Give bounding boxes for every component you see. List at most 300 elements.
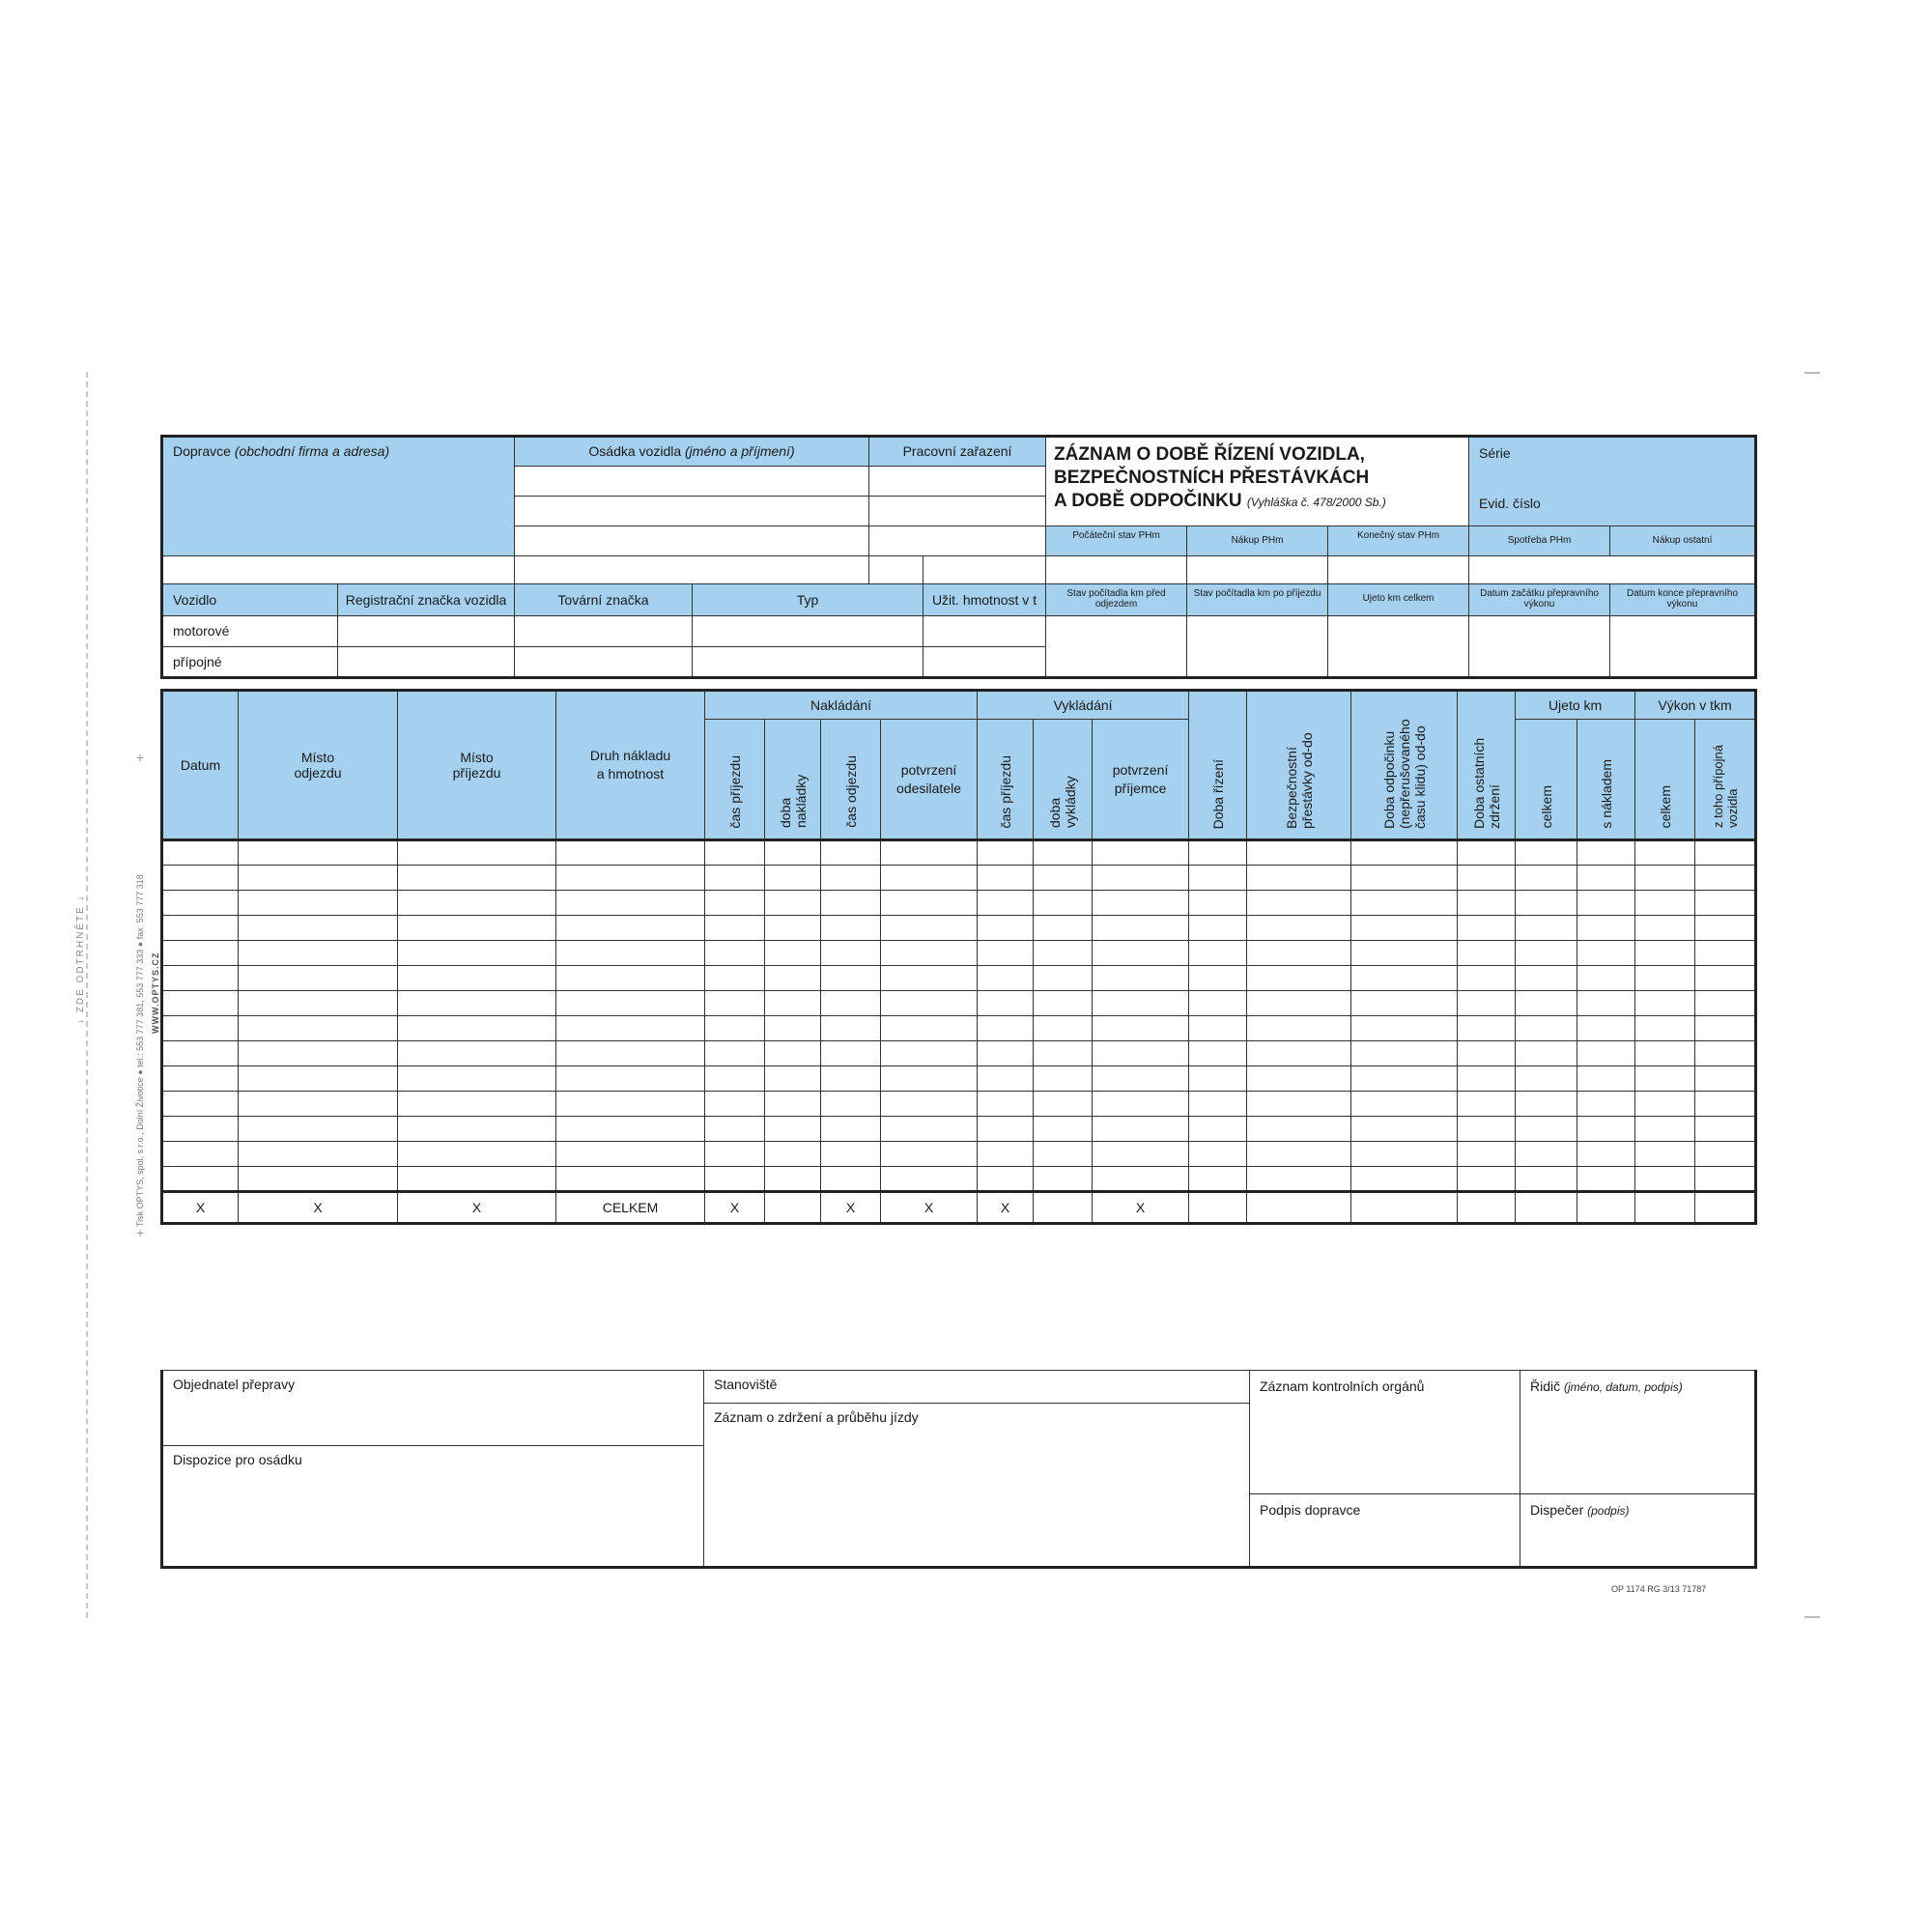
- table-cell[interactable]: [1351, 1142, 1458, 1167]
- table-cell[interactable]: [1247, 941, 1351, 966]
- table-cell[interactable]: [162, 1142, 239, 1167]
- table-cell[interactable]: [398, 941, 556, 966]
- table-cell[interactable]: [1034, 866, 1093, 891]
- vehicle-cell[interactable]: [923, 615, 1046, 646]
- dopravce-field[interactable]: [162, 437, 515, 556]
- table-cell[interactable]: [1458, 1167, 1516, 1192]
- table-cell[interactable]: [239, 1066, 398, 1092]
- table-cell[interactable]: [821, 1066, 881, 1092]
- total-cell[interactable]: [1516, 1192, 1577, 1224]
- table-cell[interactable]: [1577, 891, 1635, 916]
- table-cell[interactable]: [239, 1117, 398, 1142]
- table-cell[interactable]: [1695, 1167, 1756, 1192]
- table-cell[interactable]: [1577, 1117, 1635, 1142]
- vehicle-cell[interactable]: [923, 646, 1046, 677]
- table-cell[interactable]: [1458, 991, 1516, 1016]
- table-cell[interactable]: [398, 891, 556, 916]
- table-cell[interactable]: [821, 891, 881, 916]
- table-cell[interactable]: [1516, 1142, 1577, 1167]
- table-cell[interactable]: [1458, 966, 1516, 991]
- table-cell[interactable]: [1247, 1016, 1351, 1041]
- pracovni-row-3[interactable]: [869, 526, 1046, 555]
- table-cell[interactable]: [1189, 840, 1247, 866]
- osadka-row-2[interactable]: [515, 496, 869, 526]
- table-cell[interactable]: [1695, 966, 1756, 991]
- table-cell[interactable]: [1577, 866, 1635, 891]
- table-cell[interactable]: [1247, 840, 1351, 866]
- table-cell[interactable]: [705, 916, 765, 941]
- table-cell[interactable]: [765, 1167, 821, 1192]
- table-cell[interactable]: [821, 840, 881, 866]
- table-cell[interactable]: [1351, 1066, 1458, 1092]
- table-cell[interactable]: [821, 966, 881, 991]
- table-cell[interactable]: [821, 1117, 881, 1142]
- table-cell[interactable]: [1247, 1041, 1351, 1066]
- table-cell[interactable]: [765, 1092, 821, 1117]
- table-cell[interactable]: [239, 1142, 398, 1167]
- km-value-0[interactable]: [1046, 615, 1187, 677]
- table-cell[interactable]: [1189, 966, 1247, 991]
- table-cell[interactable]: [881, 891, 978, 916]
- table-cell[interactable]: [1577, 941, 1635, 966]
- table-cell[interactable]: [1516, 1117, 1577, 1142]
- table-cell[interactable]: [1247, 1117, 1351, 1142]
- total-cell[interactable]: [1458, 1192, 1516, 1224]
- osadka-row-4[interactable]: [162, 555, 515, 583]
- table-cell[interactable]: [556, 916, 705, 941]
- table-cell[interactable]: [1577, 1016, 1635, 1041]
- table-cell[interactable]: [1577, 1167, 1635, 1192]
- table-cell[interactable]: [556, 1167, 705, 1192]
- table-cell[interactable]: [705, 966, 765, 991]
- table-cell[interactable]: [765, 966, 821, 991]
- table-cell[interactable]: [1695, 891, 1756, 916]
- table-cell[interactable]: [556, 1066, 705, 1092]
- table-cell[interactable]: [1516, 866, 1577, 891]
- table-cell[interactable]: [1635, 1016, 1695, 1041]
- table-cell[interactable]: [978, 1117, 1034, 1142]
- osadka-row-3[interactable]: [515, 526, 869, 555]
- table-cell[interactable]: [765, 1016, 821, 1041]
- table-cell[interactable]: [1695, 1092, 1756, 1117]
- table-cell[interactable]: [1351, 1117, 1458, 1142]
- table-cell[interactable]: [705, 1167, 765, 1192]
- table-cell[interactable]: [705, 840, 765, 866]
- table-cell[interactable]: [705, 1142, 765, 1167]
- table-cell[interactable]: [1034, 891, 1093, 916]
- kontrolni-organy-field[interactable]: [1250, 1371, 1520, 1494]
- table-cell[interactable]: [1458, 1041, 1516, 1066]
- table-cell[interactable]: [1635, 891, 1695, 916]
- table-cell[interactable]: [239, 991, 398, 1016]
- table-cell[interactable]: [881, 1142, 978, 1167]
- table-cell[interactable]: [1189, 866, 1247, 891]
- table-cell[interactable]: [1695, 1041, 1756, 1066]
- table-cell[interactable]: [821, 1016, 881, 1041]
- table-cell[interactable]: [239, 866, 398, 891]
- table-cell[interactable]: [1093, 891, 1189, 916]
- table-cell[interactable]: [1695, 916, 1756, 941]
- table-cell[interactable]: [398, 966, 556, 991]
- table-cell[interactable]: [1695, 840, 1756, 866]
- table-cell[interactable]: [556, 840, 705, 866]
- table-cell[interactable]: [1635, 1167, 1695, 1192]
- pracovni-row-2[interactable]: [869, 496, 1046, 526]
- total-cell[interactable]: [1247, 1192, 1351, 1224]
- table-cell[interactable]: [1635, 840, 1695, 866]
- table-cell[interactable]: [705, 891, 765, 916]
- table-cell[interactable]: [1577, 1142, 1635, 1167]
- table-cell[interactable]: [1577, 1092, 1635, 1117]
- table-cell[interactable]: [765, 1066, 821, 1092]
- table-cell[interactable]: [765, 991, 821, 1016]
- table-cell[interactable]: [1351, 1041, 1458, 1066]
- table-cell[interactable]: [239, 966, 398, 991]
- table-cell[interactable]: [1034, 1167, 1093, 1192]
- table-cell[interactable]: [1247, 891, 1351, 916]
- table-cell[interactable]: [1189, 1142, 1247, 1167]
- table-cell[interactable]: [1516, 916, 1577, 941]
- table-cell[interactable]: [978, 866, 1034, 891]
- km-value-3[interactable]: [1469, 615, 1610, 677]
- total-cell[interactable]: [765, 1192, 821, 1224]
- table-cell[interactable]: [705, 866, 765, 891]
- table-cell[interactable]: [1093, 916, 1189, 941]
- table-cell[interactable]: [239, 1167, 398, 1192]
- table-cell[interactable]: [1351, 866, 1458, 891]
- table-cell[interactable]: [1093, 1041, 1189, 1066]
- podpis-dopravce-field[interactable]: [1250, 1494, 1520, 1568]
- table-cell[interactable]: [1458, 840, 1516, 866]
- km-value-1[interactable]: [1187, 615, 1328, 677]
- table-cell[interactable]: [765, 891, 821, 916]
- table-cell[interactable]: [1577, 1066, 1635, 1092]
- table-cell[interactable]: [821, 916, 881, 941]
- table-cell[interactable]: [978, 1092, 1034, 1117]
- pracovni-row-1[interactable]: [869, 466, 1046, 496]
- table-cell[interactable]: [881, 1016, 978, 1041]
- table-cell[interactable]: [881, 1066, 978, 1092]
- table-cell[interactable]: [162, 1092, 239, 1117]
- table-cell[interactable]: [398, 916, 556, 941]
- table-cell[interactable]: [1034, 991, 1093, 1016]
- table-cell[interactable]: [1695, 941, 1756, 966]
- table-cell[interactable]: [1093, 1142, 1189, 1167]
- table-cell[interactable]: [1458, 1142, 1516, 1167]
- total-cell[interactable]: [1351, 1192, 1458, 1224]
- table-cell[interactable]: [239, 1092, 398, 1117]
- table-cell[interactable]: [1247, 1092, 1351, 1117]
- table-cell[interactable]: [978, 941, 1034, 966]
- table-cell[interactable]: [765, 1117, 821, 1142]
- table-cell[interactable]: [1695, 866, 1756, 891]
- table-cell[interactable]: [821, 941, 881, 966]
- table-cell[interactable]: [881, 866, 978, 891]
- fuel-value-1[interactable]: [923, 555, 1046, 583]
- table-cell[interactable]: [821, 1142, 881, 1167]
- table-cell[interactable]: [1577, 1041, 1635, 1066]
- table-cell[interactable]: [162, 941, 239, 966]
- table-cell[interactable]: [1093, 840, 1189, 866]
- table-cell[interactable]: [705, 991, 765, 1016]
- table-cell[interactable]: [1635, 916, 1695, 941]
- table-cell[interactable]: [978, 840, 1034, 866]
- osadka-row-1[interactable]: [515, 466, 869, 496]
- table-cell[interactable]: [1516, 1167, 1577, 1192]
- table-cell[interactable]: [162, 1016, 239, 1041]
- table-cell[interactable]: [978, 1142, 1034, 1167]
- table-cell[interactable]: [162, 1041, 239, 1066]
- table-cell[interactable]: [1351, 891, 1458, 916]
- table-cell[interactable]: [881, 1041, 978, 1066]
- table-cell[interactable]: [881, 1167, 978, 1192]
- table-cell[interactable]: [978, 966, 1034, 991]
- table-cell[interactable]: [1351, 1016, 1458, 1041]
- total-cell[interactable]: [1695, 1192, 1756, 1224]
- table-cell[interactable]: [1034, 941, 1093, 966]
- table-cell[interactable]: [162, 991, 239, 1016]
- table-cell[interactable]: [1189, 1092, 1247, 1117]
- table-cell[interactable]: [1458, 891, 1516, 916]
- table-cell[interactable]: [978, 1016, 1034, 1041]
- table-cell[interactable]: [705, 1016, 765, 1041]
- table-cell[interactable]: [1516, 1016, 1577, 1041]
- table-cell[interactable]: [162, 1167, 239, 1192]
- table-cell[interactable]: [1189, 1167, 1247, 1192]
- table-cell[interactable]: [398, 1167, 556, 1192]
- table-cell[interactable]: [1247, 916, 1351, 941]
- table-cell[interactable]: [1516, 840, 1577, 866]
- table-cell[interactable]: [1577, 916, 1635, 941]
- table-cell[interactable]: [1189, 991, 1247, 1016]
- table-cell[interactable]: [1247, 1142, 1351, 1167]
- table-cell[interactable]: [398, 991, 556, 1016]
- km-value-2[interactable]: [1328, 615, 1469, 677]
- table-cell[interactable]: [398, 1117, 556, 1142]
- table-cell[interactable]: [881, 1092, 978, 1117]
- table-cell[interactable]: [162, 891, 239, 916]
- dispecer-field[interactable]: [1520, 1494, 1756, 1568]
- table-cell[interactable]: [556, 991, 705, 1016]
- table-cell[interactable]: [821, 1041, 881, 1066]
- ridic-field[interactable]: [1520, 1371, 1756, 1494]
- table-cell[interactable]: [1351, 991, 1458, 1016]
- table-cell[interactable]: [556, 1142, 705, 1167]
- table-cell[interactable]: [1034, 1142, 1093, 1167]
- table-cell[interactable]: [1458, 916, 1516, 941]
- table-cell[interactable]: [765, 941, 821, 966]
- table-cell[interactable]: [1034, 1016, 1093, 1041]
- table-cell[interactable]: [1247, 1066, 1351, 1092]
- table-cell[interactable]: [881, 966, 978, 991]
- table-cell[interactable]: [705, 1092, 765, 1117]
- table-cell[interactable]: [1695, 1142, 1756, 1167]
- table-cell[interactable]: [705, 1041, 765, 1066]
- table-cell[interactable]: [1458, 1092, 1516, 1117]
- table-cell[interactable]: [1189, 1041, 1247, 1066]
- table-cell[interactable]: [1034, 1117, 1093, 1142]
- table-cell[interactable]: [239, 1016, 398, 1041]
- table-cell[interactable]: [162, 1117, 239, 1142]
- table-cell[interactable]: [705, 941, 765, 966]
- fuel-value-0[interactable]: [869, 555, 923, 583]
- vehicle-cell[interactable]: [515, 646, 693, 677]
- table-cell[interactable]: [1635, 1092, 1695, 1117]
- table-cell[interactable]: [1635, 941, 1695, 966]
- table-cell[interactable]: [556, 966, 705, 991]
- table-cell[interactable]: [162, 966, 239, 991]
- table-cell[interactable]: [1189, 941, 1247, 966]
- table-cell[interactable]: [1247, 1167, 1351, 1192]
- table-cell[interactable]: [1093, 1117, 1189, 1142]
- table-cell[interactable]: [1635, 1117, 1695, 1142]
- table-cell[interactable]: [1516, 941, 1577, 966]
- table-cell[interactable]: [1695, 991, 1756, 1016]
- table-cell[interactable]: [1635, 1041, 1695, 1066]
- table-cell[interactable]: [1695, 1117, 1756, 1142]
- table-cell[interactable]: [556, 866, 705, 891]
- table-cell[interactable]: [765, 1142, 821, 1167]
- table-cell[interactable]: [821, 866, 881, 891]
- table-cell[interactable]: [239, 941, 398, 966]
- table-cell[interactable]: [1635, 1142, 1695, 1167]
- table-cell[interactable]: [1458, 941, 1516, 966]
- vehicle-cell[interactable]: [338, 646, 515, 677]
- table-cell[interactable]: [881, 916, 978, 941]
- table-cell[interactable]: [881, 840, 978, 866]
- table-cell[interactable]: [556, 1092, 705, 1117]
- table-cell[interactable]: [1189, 1117, 1247, 1142]
- table-cell[interactable]: [1577, 966, 1635, 991]
- stanoviste-field[interactable]: [704, 1371, 1250, 1404]
- table-cell[interactable]: [978, 1066, 1034, 1092]
- table-cell[interactable]: [765, 866, 821, 891]
- table-cell[interactable]: [821, 1167, 881, 1192]
- table-cell[interactable]: [1189, 1016, 1247, 1041]
- total-cell[interactable]: [1577, 1192, 1635, 1224]
- table-cell[interactable]: [398, 840, 556, 866]
- table-cell[interactable]: [398, 1041, 556, 1066]
- table-cell[interactable]: [881, 991, 978, 1016]
- table-cell[interactable]: [978, 1167, 1034, 1192]
- table-cell[interactable]: [1635, 866, 1695, 891]
- vehicle-cell[interactable]: [693, 615, 923, 646]
- table-cell[interactable]: [1093, 1092, 1189, 1117]
- total-cell[interactable]: [1034, 1192, 1093, 1224]
- table-cell[interactable]: [556, 941, 705, 966]
- table-cell[interactable]: [705, 1117, 765, 1142]
- table-cell[interactable]: [1695, 1066, 1756, 1092]
- table-cell[interactable]: [1635, 991, 1695, 1016]
- table-cell[interactable]: [1516, 1092, 1577, 1117]
- table-cell[interactable]: [1458, 1117, 1516, 1142]
- zaznam-zdrzeni-field[interactable]: [704, 1404, 1250, 1568]
- table-cell[interactable]: [821, 991, 881, 1016]
- table-cell[interactable]: [398, 1142, 556, 1167]
- table-cell[interactable]: [1351, 1092, 1458, 1117]
- table-cell[interactable]: [398, 1016, 556, 1041]
- table-cell[interactable]: [1351, 1167, 1458, 1192]
- table-cell[interactable]: [1034, 966, 1093, 991]
- vehicle-cell[interactable]: [338, 615, 515, 646]
- table-cell[interactable]: [1635, 966, 1695, 991]
- table-cell[interactable]: [1351, 941, 1458, 966]
- table-cell[interactable]: [556, 1016, 705, 1041]
- pracovni-row-4[interactable]: [515, 555, 869, 583]
- serie-evid-field[interactable]: [1469, 437, 1756, 526]
- table-cell[interactable]: [239, 916, 398, 941]
- table-cell[interactable]: [398, 866, 556, 891]
- table-cell[interactable]: [1458, 866, 1516, 891]
- table-cell[interactable]: [1247, 991, 1351, 1016]
- table-cell[interactable]: [1093, 1167, 1189, 1192]
- table-cell[interactable]: [556, 891, 705, 916]
- table-cell[interactable]: [1093, 866, 1189, 891]
- vehicle-cell[interactable]: [693, 646, 923, 677]
- table-cell[interactable]: [1516, 1041, 1577, 1066]
- table-cell[interactable]: [1093, 1066, 1189, 1092]
- table-cell[interactable]: [1458, 1016, 1516, 1041]
- table-cell[interactable]: [1516, 891, 1577, 916]
- fuel-value-3[interactable]: [1187, 555, 1328, 583]
- table-cell[interactable]: [1516, 991, 1577, 1016]
- table-cell[interactable]: [1635, 1066, 1695, 1092]
- objednatel-field[interactable]: [162, 1371, 704, 1446]
- table-cell[interactable]: [1351, 840, 1458, 866]
- table-cell[interactable]: [1034, 1041, 1093, 1066]
- table-cell[interactable]: [978, 891, 1034, 916]
- table-cell[interactable]: [1034, 1092, 1093, 1117]
- table-cell[interactable]: [239, 891, 398, 916]
- table-cell[interactable]: [398, 1066, 556, 1092]
- table-cell[interactable]: [556, 1117, 705, 1142]
- table-cell[interactable]: [1034, 840, 1093, 866]
- table-cell[interactable]: [162, 916, 239, 941]
- km-value-4[interactable]: [1610, 615, 1756, 677]
- table-cell[interactable]: [978, 991, 1034, 1016]
- table-cell[interactable]: [1189, 1066, 1247, 1092]
- table-cell[interactable]: [765, 1041, 821, 1066]
- table-cell[interactable]: [1351, 966, 1458, 991]
- table-cell[interactable]: [881, 1117, 978, 1142]
- vehicle-cell[interactable]: [515, 615, 693, 646]
- total-cell[interactable]: [1635, 1192, 1695, 1224]
- table-cell[interactable]: [398, 1092, 556, 1117]
- table-cell[interactable]: [239, 840, 398, 866]
- total-cell[interactable]: [1189, 1192, 1247, 1224]
- fuel-value-4[interactable]: [1328, 555, 1469, 583]
- table-cell[interactable]: [1034, 916, 1093, 941]
- table-cell[interactable]: [162, 866, 239, 891]
- table-cell[interactable]: [765, 840, 821, 866]
- table-cell[interactable]: [1458, 1066, 1516, 1092]
- table-cell[interactable]: [978, 1041, 1034, 1066]
- table-cell[interactable]: [821, 1092, 881, 1117]
- table-cell[interactable]: [162, 840, 239, 866]
- table-cell[interactable]: [162, 1066, 239, 1092]
- table-cell[interactable]: [239, 1041, 398, 1066]
- table-cell[interactable]: [556, 1041, 705, 1066]
- table-cell[interactable]: [1247, 966, 1351, 991]
- dispozice-field[interactable]: [162, 1446, 704, 1568]
- table-cell[interactable]: [978, 916, 1034, 941]
- table-cell[interactable]: [1093, 941, 1189, 966]
- fuel-value-2[interactable]: [1046, 555, 1187, 583]
- table-cell[interactable]: [1247, 866, 1351, 891]
- table-cell[interactable]: [1189, 916, 1247, 941]
- table-cell[interactable]: [1351, 916, 1458, 941]
- table-cell[interactable]: [1034, 1066, 1093, 1092]
